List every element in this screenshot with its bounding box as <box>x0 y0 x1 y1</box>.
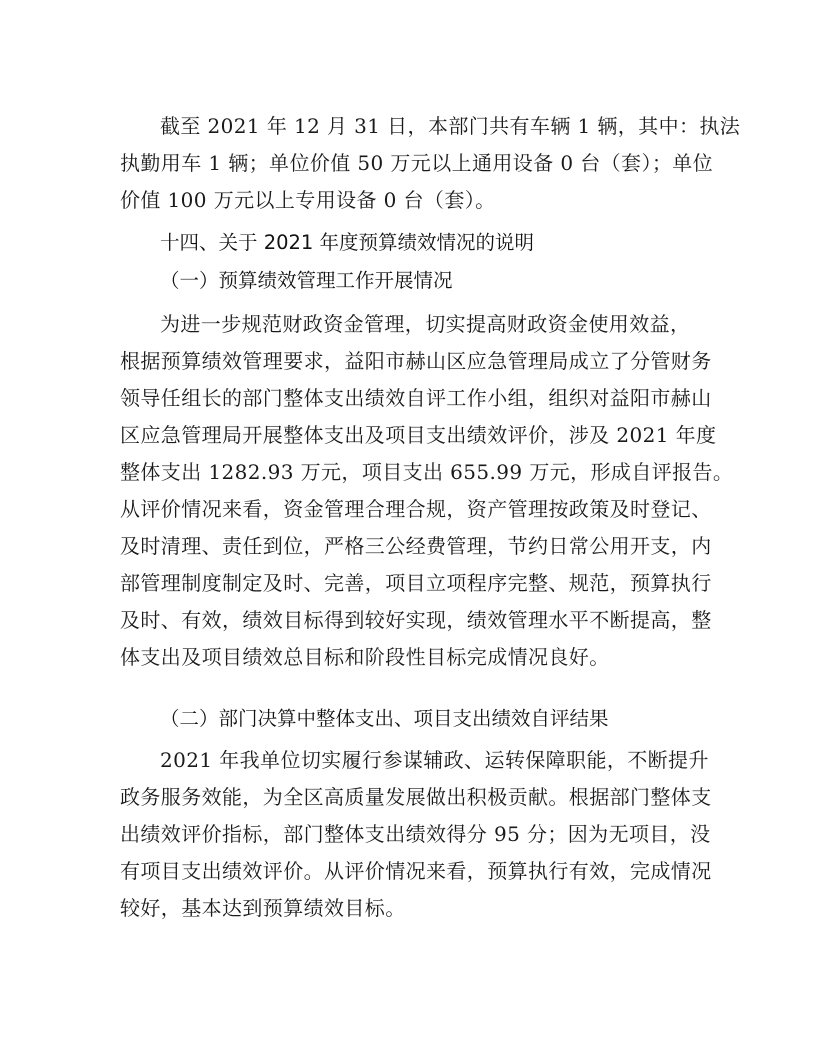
subsection-heading-1: （一）预算绩效管理工作开展情况 <box>160 269 453 292</box>
text-line: 从评价情况来看，资金管理合理合规，资产管理按政策及时登记、 <box>120 497 712 521</box>
subsection-heading-2: （二）部门决算中整体支出、项目支出绩效自评结果 <box>160 707 609 730</box>
text-line: 及时清理、责任到位，严格三公经费管理，节约日常公用开支，内 <box>120 534 712 558</box>
text-line: 2021 年我单位切实履行参谋辅政、运转保障职能，不断提升 <box>160 748 709 772</box>
text-line: 截至 2021 年 12 月 31 日，本部门共有车辆 1 辆，其中：执法 <box>160 114 741 138</box>
paragraph-assets <box>120 108 741 219</box>
section-heading-14: 十四、关于 2021 年度预算绩效情况的说明 <box>160 231 535 254</box>
text-line: 有项目支出绩效评价。从评价情况来看，预算执行有效，完成情况 <box>120 859 712 883</box>
text-line: 政务服务效能，为全区高质量发展做出积极贡献。根据部门整体支 <box>120 785 712 809</box>
text-line: 价值 100 万元以上专用设备 0 台（套）。 <box>120 188 496 212</box>
text-line: 执勤用车 1 辆；单位价值 50 万元以上通用设备 0 台（套）；单位 <box>120 151 714 175</box>
text-line: 体支出及项目绩效总目标和阶段性目标完成情况良好。 <box>120 645 610 669</box>
paragraph-self-evaluation <box>120 742 712 927</box>
text-line: 部管理制度制定及时、完善，项目立项程序完整、规范，预算执行 <box>120 571 712 595</box>
text-line: 较好，基本达到预算绩效目标。 <box>120 896 406 920</box>
text-line: 出绩效评价指标，部门整体支出绩效得分 95 分；因为无项目，没 <box>120 822 711 846</box>
text-line: 区应急管理局开展整体支出及项目支出绩效评价，涉及 2021 年度 <box>120 423 717 447</box>
text-line: 整体支出 1282.93 万元，项目支出 655.99 万元，形成自评报告。 <box>120 460 734 484</box>
text-line: 及时、有效，绩效目标得到较好实现，绩效管理水平不断提高，整 <box>120 608 712 632</box>
text-line: 领导任组长的部门整体支出绩效自评工作小组，组织对益阳市赫山 <box>120 386 712 410</box>
text-line: 为进一步规范财政资金管理，切实提高财政资金使用效益， <box>160 312 691 336</box>
text-line: 根据预算绩效管理要求，益阳市赫山区应急管理局成立了分管财务 <box>120 349 712 373</box>
paragraph-performance-management <box>120 306 734 676</box>
